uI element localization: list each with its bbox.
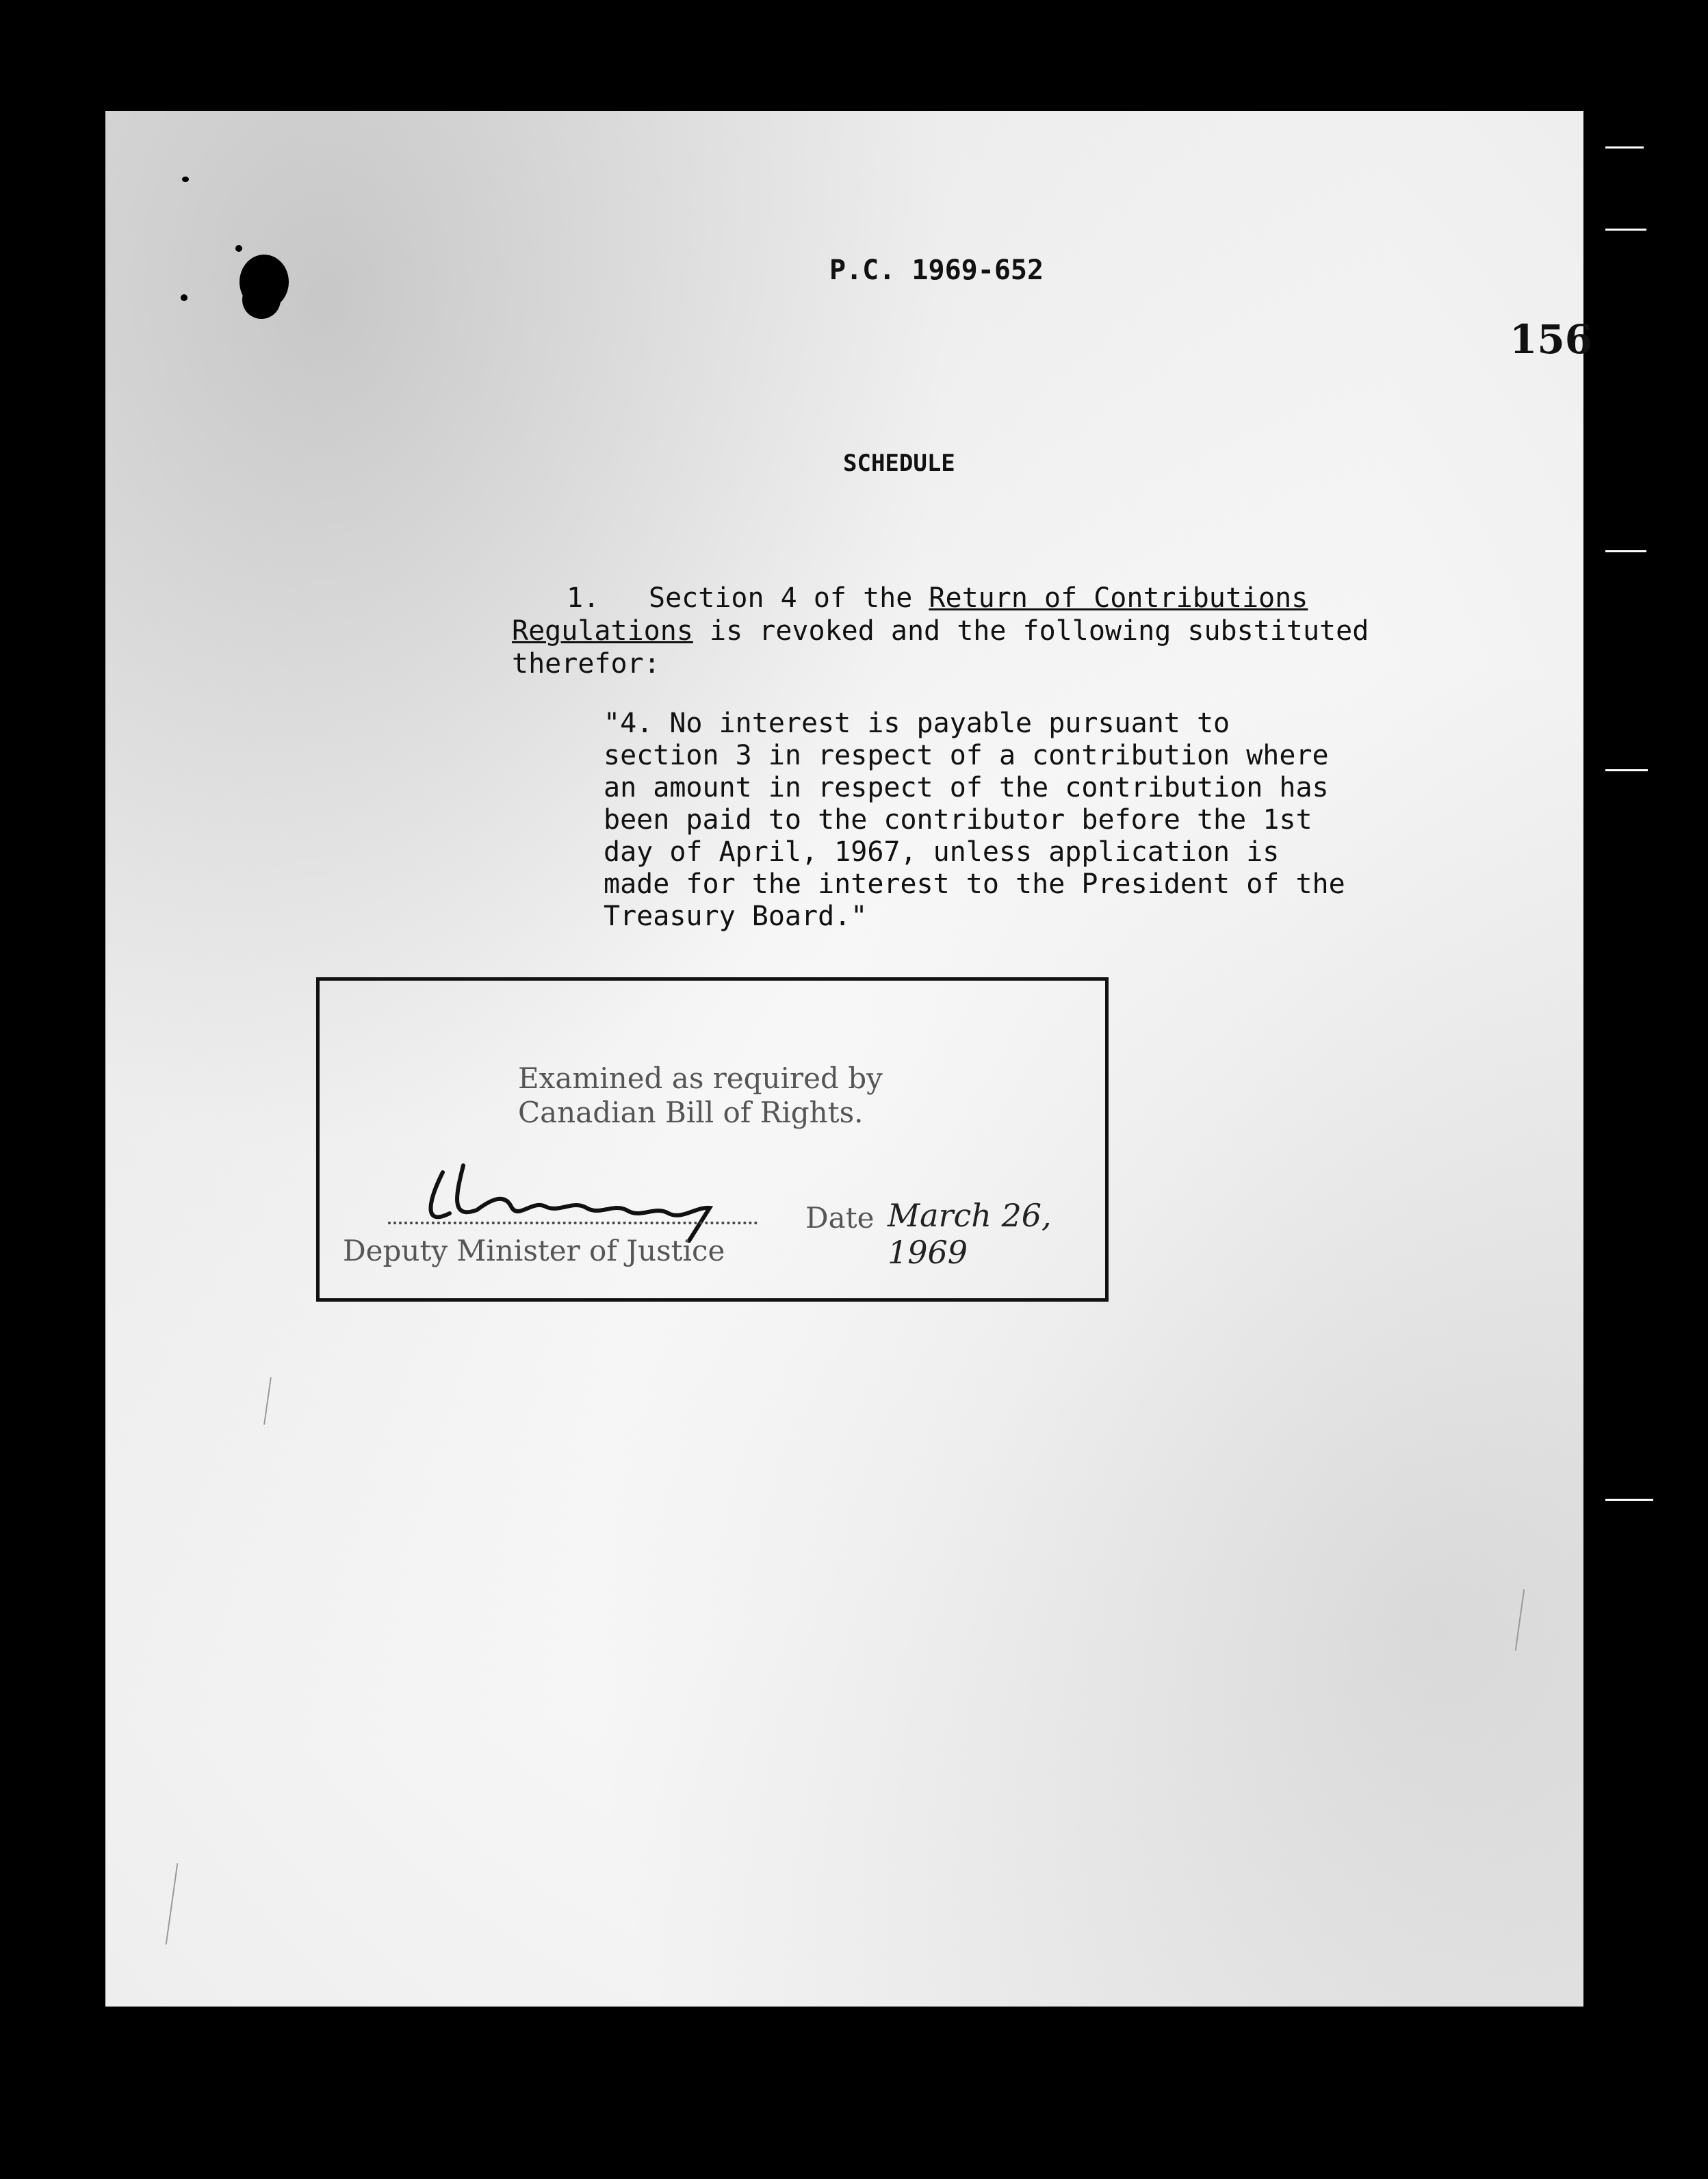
ink-speck [235, 245, 242, 252]
stamp-line-1: Examined as required by [518, 1061, 883, 1095]
film-mark [1605, 1499, 1653, 1501]
handwritten-date: March 26, 1969 [888, 1197, 1052, 1271]
clause-text-after: is revoked and the following substituted therefor: [512, 615, 1369, 680]
substituted-section-4: "4. No interest is payable pursuant to section 3 in respect of a contribution where an amount in respect of the contribution has been paid to the contributor before the 1st day of April, 1967, unless application is made for the interest to the President of the Treasury Board." [604, 708, 1345, 932]
date-label: Date [805, 1201, 875, 1235]
film-scratch [166, 1863, 179, 1944]
ink-speck [181, 294, 187, 301]
film-mark [1605, 550, 1646, 552]
film-scratch [263, 1377, 272, 1425]
clause-number: 1. [567, 582, 600, 614]
film-mark [1605, 769, 1648, 771]
schedule-clause-1 [512, 582, 1470, 680]
film-mark [1605, 146, 1644, 149]
signatory-title: Deputy Minister of Justice [343, 1234, 725, 1267]
document-page [105, 111, 1593, 2007]
order-number: P.C. 1969-652 [829, 255, 1044, 286]
stamp-line-2: Canadian Bill of Rights. [518, 1096, 864, 1129]
clause-text-before: Section 4 of the [649, 582, 929, 614]
film-scratch [1515, 1589, 1525, 1650]
regulation-name: Return of Contributions Regulations [512, 582, 1308, 647]
signature-line [388, 1222, 758, 1224]
ink-speck [182, 177, 189, 182]
film-mark [1605, 229, 1646, 231]
bill-of-rights-stamp [316, 977, 1109, 1302]
schedule-title: SCHEDULE [843, 450, 955, 477]
page-number: 156 [1510, 316, 1593, 363]
ink-blot [242, 281, 281, 319]
